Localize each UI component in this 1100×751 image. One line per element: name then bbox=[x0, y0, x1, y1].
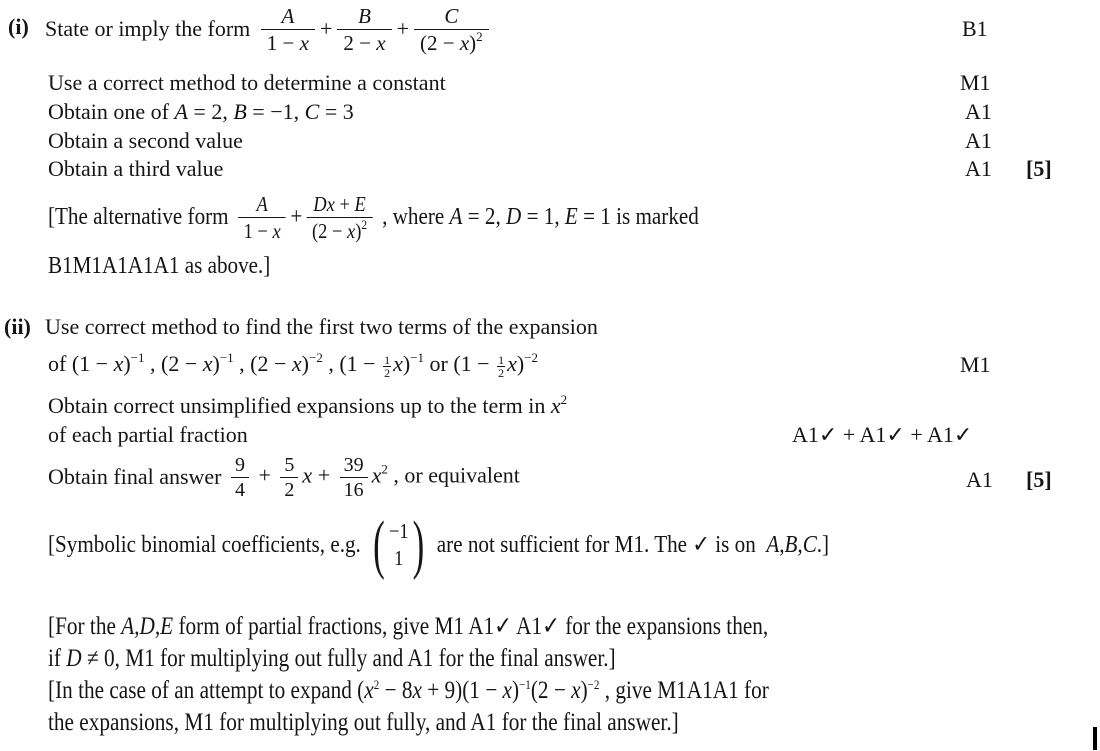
expand-note-line1: [In the case of an attempt to expand $(x^2 - 8x + 9)(1 - x)^{-1}(2 - x)^{-2}$ , give M1A1A1 for bbox=[48, 677, 769, 704]
fraction-denominator: 1 − x bbox=[238, 217, 286, 243]
text-caret bbox=[1093, 727, 1097, 750]
fraction-numerator: A bbox=[281, 3, 295, 28]
fraction-numerator: C bbox=[444, 3, 459, 28]
alt-note-lead-text: [The alternative form bbox=[48, 204, 234, 230]
part-ii-line5 bbox=[48, 449, 520, 505]
mark-b1: B1 bbox=[962, 16, 988, 41]
plus-operator: + bbox=[396, 16, 409, 41]
right-paren: ) bbox=[412, 508, 425, 581]
part-i-line1 bbox=[45, 0, 494, 58]
part-ii-line3: Obtain correct unsimplified expansions up to the term in $x^2$ bbox=[48, 392, 568, 418]
part-ii-line2 bbox=[48, 340, 538, 390]
fraction-numerator: A bbox=[256, 191, 268, 216]
fraction-a-over-1-minus-x bbox=[238, 192, 286, 243]
expansion-forms-text: of $(1 - x)^{-1}$ , $(2 - x)^{-1}$ , $(2 - x)^{-2}$ , (1 − $\frac{1}{2}$ x)$^{-1}$ or (1 − $\frac{1}{2}$ x)$^{-2}$ bbox=[48, 350, 539, 380]
fraction-numerator: B bbox=[358, 3, 371, 28]
alt-note-tail-text: , where A = 2, D = 1, E = 1 is marked bbox=[376, 204, 699, 230]
fraction-denominator: $(2 - x)^2$ bbox=[414, 29, 489, 55]
ade-note-line1: [For the A,D,E form of partial fractions, give M1 A1✓ A1✓ for the expansions then, bbox=[48, 613, 769, 640]
plus-operator: + bbox=[319, 16, 333, 41]
mark-total-part-i: [5] bbox=[1026, 156, 1052, 181]
fraction-a-over-1-minus-x bbox=[261, 4, 315, 55]
line1-lead-text: State or imply the form bbox=[45, 16, 256, 41]
binomial-column bbox=[389, 518, 409, 572]
plus-operator: + bbox=[290, 204, 303, 230]
alt-note-line2: B1M1A1A1A1 as above.] bbox=[48, 253, 271, 279]
mark-a1-first: A1 bbox=[965, 99, 992, 124]
part-ii-line1: Use correct method to find the first two terms of the expansion bbox=[45, 314, 598, 339]
mark-a1-ticks: A1✓ + A1✓ + A1✓ bbox=[792, 422, 973, 447]
part-i-line3: Obtain one of A = 2, B = −1, C = 3 bbox=[48, 99, 354, 124]
mark-a1-third: A1 bbox=[965, 156, 992, 181]
fraction-dx-plus-e-over-2-minus-x-squared bbox=[307, 192, 373, 243]
mark-total-part-ii: [5] bbox=[1026, 467, 1052, 492]
part-i-line5: Obtain a third value bbox=[48, 156, 224, 181]
part-i-line4: Obtain a second value bbox=[48, 128, 243, 153]
fraction-denominator: $(2 - x)^2$ bbox=[307, 217, 373, 243]
part-i-line2: Use a correct method to determine a constant bbox=[48, 70, 446, 95]
final-answer-expression: $\frac{9}{4}$ + $\frac{5}{2}$ x + $\frac{39}{16}$ $x^2$ , or equivalent bbox=[227, 454, 520, 501]
expand-note-line2: the expansions, M1 for multiplying out fully, and A1 for the final answer.] bbox=[48, 709, 679, 736]
part-ii-label: (ii) bbox=[4, 314, 31, 339]
symbolic-binomial-note bbox=[48, 509, 829, 581]
binomial-note-tail-text: are not sufficient for M1. The ✓ is on A,B,C.] bbox=[431, 532, 830, 558]
left-paren: ( bbox=[373, 508, 386, 581]
fraction-denominator: 1 − x bbox=[261, 29, 315, 55]
fraction-b-over-2-minus-x bbox=[337, 4, 391, 55]
ade-note-line2: if D ≠ 0, M1 for multiplying out fully and A1 for the final answer.] bbox=[48, 645, 616, 672]
mark-m1: M1 bbox=[960, 70, 991, 95]
final-answer-lead-text: Obtain final answer bbox=[48, 464, 227, 489]
alternative-form-note bbox=[48, 188, 699, 246]
mark-m1-part-ii: M1 bbox=[960, 352, 991, 377]
mark-a1-final: A1 bbox=[966, 467, 993, 492]
fraction-c-over-2-minus-x-squared bbox=[414, 4, 489, 55]
binomial-top-entry: −1 bbox=[388, 519, 409, 543]
fraction-numerator: Dx + E bbox=[313, 191, 366, 216]
part-ii-line4: of each partial fraction bbox=[48, 422, 248, 447]
binomial-coefficient bbox=[370, 508, 428, 581]
mark-a1-second: A1 bbox=[965, 128, 992, 153]
fraction-denominator: 2 − x bbox=[337, 29, 391, 55]
binomial-bottom-entry: 1 bbox=[394, 546, 404, 570]
binomial-note-lead-text: [Symbolic binomial coefficients, e.g. bbox=[48, 532, 367, 558]
part-i-label: (i) bbox=[8, 14, 29, 39]
